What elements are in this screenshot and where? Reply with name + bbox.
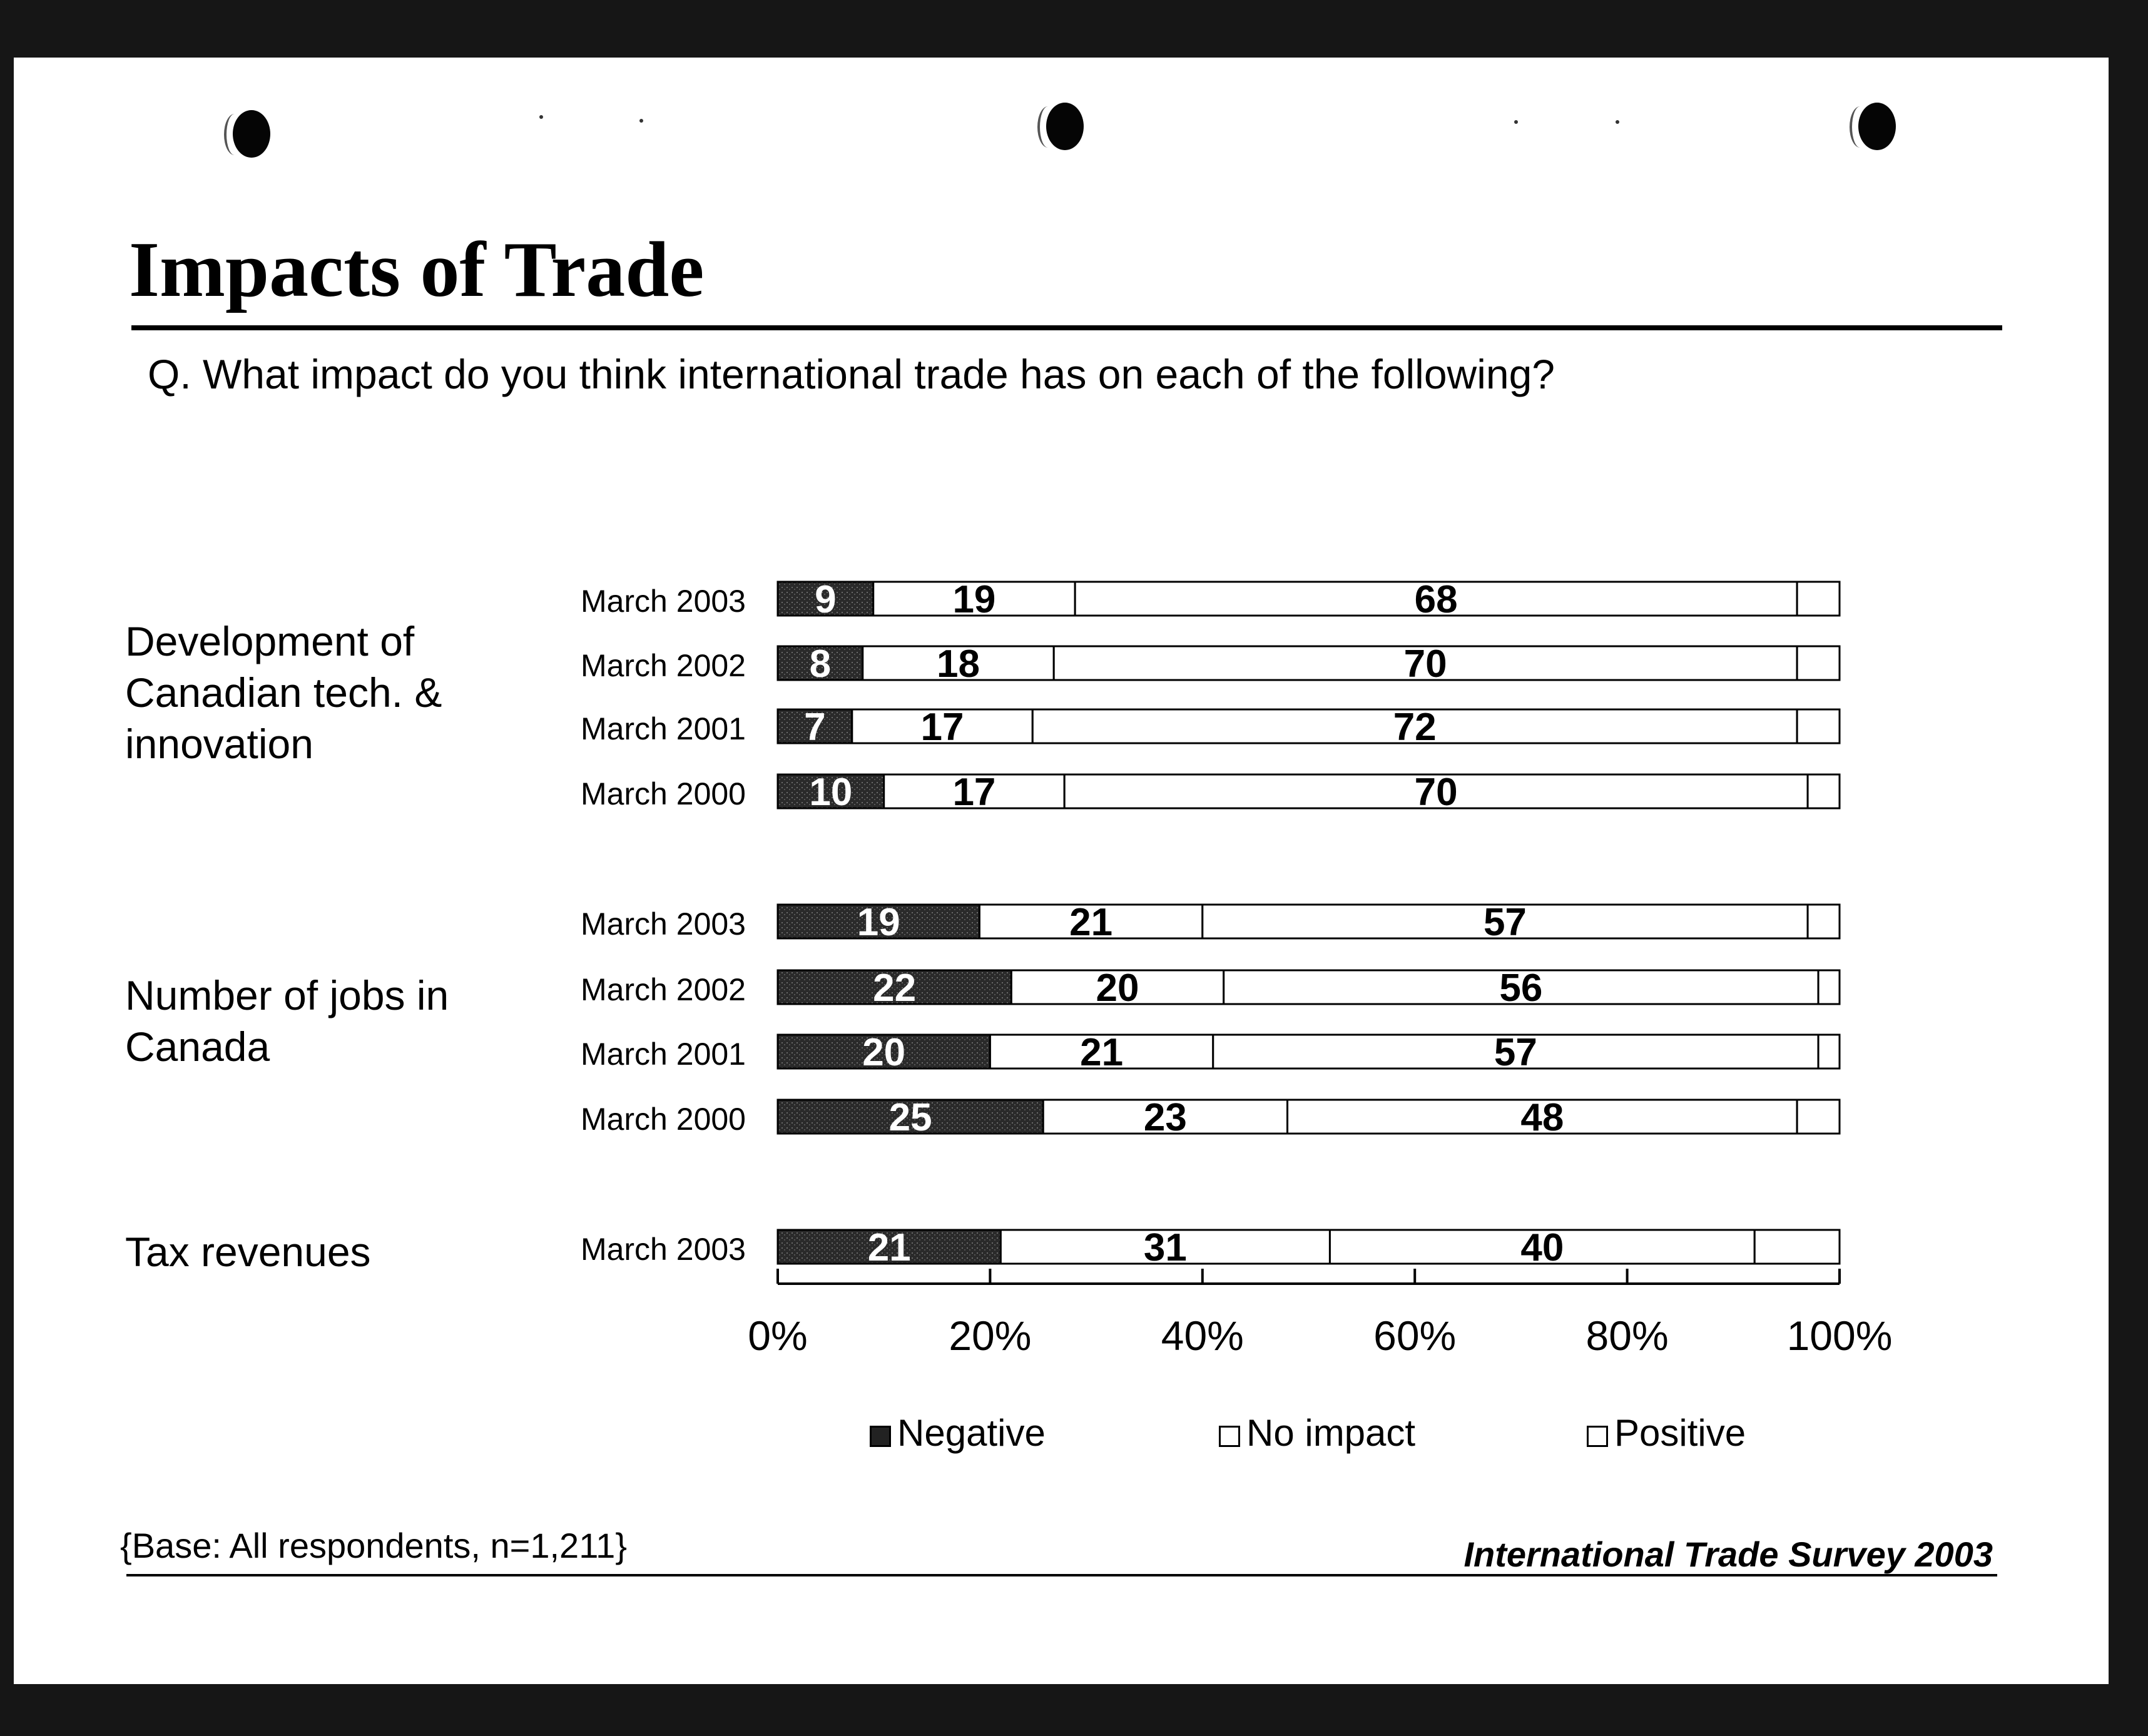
footer-source: International Trade Survey 2003 — [1463, 1535, 1993, 1574]
x-tick-label: 60% — [1373, 1312, 1457, 1359]
x-tick-label: 0% — [748, 1312, 808, 1359]
data-label-negative: 8 — [809, 642, 832, 686]
row-label: March 2002 — [580, 648, 746, 683]
group-label-tech: Development of Canadian tech. & innovation — [125, 618, 442, 767]
footer-rule — [126, 1574, 1997, 1576]
legend-item-negative — [870, 1411, 1046, 1454]
bar-remainder — [1797, 646, 1840, 680]
data-label-positive: 40 — [1520, 1226, 1564, 1269]
group-label-tax: Tax revenues — [125, 1229, 371, 1275]
row-label: March 2001 — [580, 711, 746, 746]
row-label: March 2000 — [580, 776, 746, 811]
survey-question: Q. What impact do you think international trade has on each of the following? — [148, 351, 1555, 397]
data-label-no-impact: 19 — [952, 578, 996, 621]
data-label-negative: 20 — [862, 1031, 906, 1074]
data-label-positive: 48 — [1520, 1096, 1564, 1139]
legend-swatch-positive — [1587, 1426, 1608, 1447]
data-label-no-impact: 23 — [1143, 1096, 1187, 1139]
data-label-positive: 57 — [1483, 901, 1527, 944]
row-label: March 2003 — [580, 1232, 746, 1267]
bar-remainder — [1818, 970, 1840, 1004]
x-tick-label: 40% — [1161, 1312, 1244, 1359]
data-label-no-impact: 21 — [1080, 1031, 1124, 1074]
legend-label-positive: Positive — [1614, 1412, 1746, 1454]
row-label: March 2001 — [580, 1037, 746, 1072]
data-label-positive: 57 — [1494, 1031, 1537, 1074]
legend-item-positive — [1587, 1411, 1746, 1454]
bar-remainder — [1754, 1230, 1840, 1264]
x-tick-label: 100% — [1786, 1312, 1893, 1359]
bar-remainder — [1797, 709, 1840, 743]
row-label: March 2002 — [580, 972, 746, 1007]
x-tick-label: 20% — [949, 1312, 1032, 1359]
bar-remainder — [1818, 1035, 1840, 1069]
bar-remainder — [1797, 1100, 1840, 1134]
data-label-positive: 70 — [1414, 771, 1458, 814]
bar-remainder — [1808, 774, 1840, 808]
bar-remainder — [1808, 905, 1840, 938]
data-label-no-impact: 20 — [1096, 967, 1139, 1010]
data-label-no-impact: 31 — [1143, 1226, 1187, 1269]
footer-base-note: {Base: All respondents, n=1,211} — [120, 1526, 628, 1565]
data-label-positive: 56 — [1499, 967, 1543, 1010]
data-label-no-impact: 17 — [952, 771, 996, 814]
legend-item-no-impact — [1219, 1411, 1415, 1454]
legend-swatch-negative — [870, 1426, 891, 1447]
row-label: March 2003 — [580, 906, 746, 942]
group-label-jobs: Number of jobs in Canada — [125, 972, 449, 1070]
data-label-no-impact: 21 — [1069, 901, 1113, 944]
data-label-no-impact: 17 — [920, 706, 964, 749]
data-label-positive: 72 — [1393, 706, 1437, 749]
row-label: March 2003 — [580, 584, 746, 619]
bar-remainder — [1797, 582, 1840, 616]
data-label-negative: 9 — [815, 578, 837, 621]
page-title: Impacts of Trade — [129, 226, 705, 313]
data-label-negative: 10 — [809, 771, 853, 814]
data-label-no-impact: 18 — [937, 642, 980, 686]
data-label-positive: 68 — [1414, 578, 1458, 621]
data-label-positive: 70 — [1403, 642, 1447, 686]
data-label-negative: 19 — [857, 901, 900, 944]
row-label: March 2000 — [580, 1102, 746, 1137]
data-label-negative: 22 — [873, 967, 917, 1010]
data-label-negative: 21 — [867, 1226, 911, 1269]
legend-label-no-impact: No impact — [1246, 1412, 1416, 1454]
data-label-negative: 7 — [804, 706, 826, 749]
legend-swatch-no-impact — [1219, 1426, 1240, 1447]
data-label-negative: 25 — [888, 1096, 932, 1139]
legend-label-negative: Negative — [897, 1412, 1046, 1454]
x-tick-label: 80% — [1586, 1312, 1669, 1359]
